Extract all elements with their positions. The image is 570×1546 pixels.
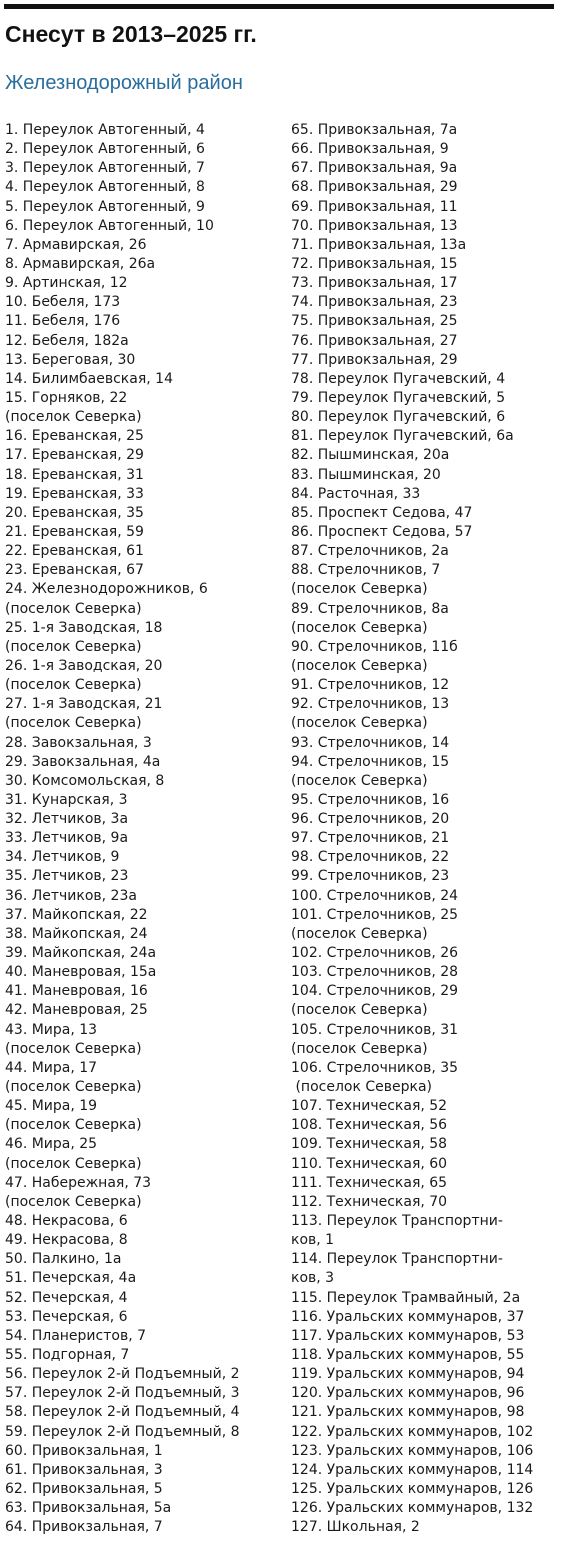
address-list-line: 74. Привокзальная, 23 — [291, 294, 458, 311]
address-list-line: 106. Стрелочников, 35 — [291, 1059, 459, 1076]
address-list-line: 44. Мира, 17 — [5, 1059, 98, 1076]
address-list-line: 86. Проспект Седова, 57 — [291, 523, 473, 540]
address-list-line: 16. Ереванская, 25 — [5, 428, 144, 445]
address-list-line: 65. Привокзальная, 7а — [291, 122, 458, 138]
address-list-line: 39. Майкопская, 24а — [5, 945, 157, 962]
address-list-line: 33. Летчиков, 9а — [5, 830, 129, 847]
address-list-line: 118. Уральских коммунаров, 55 — [291, 1347, 525, 1363]
address-list-line: 54. Планеристов, 7 — [5, 1327, 146, 1344]
address-list-line: 34. Летчиков, 9 — [5, 849, 120, 866]
address-location-note: (поселок Северка) — [5, 1040, 142, 1057]
address-list-line: 80. Переулок Пугачевский, 6 — [291, 409, 506, 426]
address-location-note: (поселок Северка) — [291, 657, 428, 674]
address-list-line: 102. Стрелочников, 26 — [291, 945, 459, 962]
address-list-line: 46. Мира, 25 — [5, 1136, 98, 1153]
address-list-line: 6. Переулок Автогенный, 10 — [5, 217, 214, 234]
address-list-line: 9. Артинская, 12 — [5, 275, 128, 292]
address-list-line: 49. Некрасова, 8 — [5, 1232, 128, 1249]
address-list-line: 89. Стрелочников, 8а — [291, 600, 449, 617]
address-list-line: 110. Техническая, 60 — [291, 1155, 448, 1172]
address-list-line: 115. Переулок Трамвайный, 2а — [291, 1289, 521, 1306]
address-list-line: 17. Ереванская, 29 — [5, 447, 144, 464]
address-list-left-column — [5, 121, 285, 1537]
address-list-line: 68. Привокзальная, 29 — [291, 179, 458, 196]
address-list-line: 70. Привокзальная, 13 — [291, 217, 458, 234]
address-list-line: 76. Привокзальная, 27 — [291, 332, 458, 349]
address-list-line: 126. Уральских коммунаров, 132 — [291, 1500, 534, 1517]
address-list-line: 37. Майкопская, 22 — [5, 906, 148, 923]
address-location-note: (поселок Северка) — [291, 1079, 432, 1096]
address-list-line: 29. Завокзальная, 4а — [5, 753, 161, 770]
address-list-line: 85. Проспект Седова, 47 — [291, 504, 473, 521]
address-list-line: 111. Техническая, 65 — [291, 1174, 448, 1191]
address-list-line: 26. 1-я Заводская, 20 — [5, 657, 163, 674]
address-list-line: 53. Печерская, 6 — [5, 1308, 128, 1325]
address-location-note: (поселок Северка) — [291, 1040, 428, 1057]
address-list-line: 1. Переулок Автогенный, 4 — [5, 122, 205, 138]
address-list-line: 14. Билимбаевская, 14 — [5, 370, 173, 387]
address-list-line: 72. Привокзальная, 15 — [291, 255, 458, 272]
address-list-line: 21. Ереванская, 59 — [5, 523, 144, 540]
address-list-line: 66. Привокзальная, 9 — [291, 141, 449, 158]
address-list-line: 27. 1-я Заводская, 21 — [5, 696, 163, 713]
address-list-line: 20. Ереванская, 35 — [5, 504, 144, 521]
address-list-line: 61. Привокзальная, 3 — [5, 1461, 163, 1478]
address-list-line: 87. Стрелочников, 2а — [291, 543, 449, 560]
address-list-line: 113. Переулок Транспортни- — [291, 1213, 503, 1230]
address-location-note: (поселок Северка) — [5, 409, 142, 426]
address-list-line: 81. Переулок Пугачевский, 6а — [291, 428, 514, 445]
address-list-line: 69. Привокзальная, 11 — [291, 198, 458, 215]
address-list-line: 100. Стрелочников, 24 — [291, 887, 459, 904]
address-list-line: 96. Стрелочников, 20 — [291, 811, 450, 828]
address-list-line: 122. Уральских коммунаров, 102 — [291, 1423, 534, 1440]
address-list-line: 3. Переулок Автогенный, 7 — [5, 160, 205, 177]
address-location-note: (поселок Северка) — [291, 715, 428, 732]
address-list-line: 121. Уральских коммунаров, 98 — [291, 1404, 525, 1421]
address-list-line: 57. Переулок 2-й Подъемный, 3 — [5, 1385, 240, 1402]
address-list-line: 90. Стрелочников, 11б — [291, 638, 458, 655]
address-list-line: 94. Стрелочников, 15 — [291, 753, 450, 770]
address-location-note: (поселок Северка) — [5, 600, 142, 617]
address-list-line: 22. Ереванская, 61 — [5, 543, 144, 560]
address-location-note: (поселок Северка) — [5, 638, 142, 655]
address-list-line: 41. Маневровая, 16 — [5, 983, 148, 1000]
address-list-line: 48. Некрасова, 6 — [5, 1213, 128, 1230]
address-list-line: 73. Привокзальная, 17 — [291, 275, 458, 292]
address-list-line: 88. Стрелочников, 7 — [291, 562, 441, 579]
address-list-line: 42. Маневровая, 25 — [5, 1002, 148, 1019]
address-list-line: 95. Стрелочников, 16 — [291, 791, 450, 808]
address-list-line: 45. Мира, 19 — [5, 1098, 98, 1115]
address-list-line: 123. Уральских коммунаров, 106 — [291, 1442, 534, 1459]
address-list-line: 62. Привокзальная, 5 — [5, 1480, 163, 1497]
address-list-line: 58. Переулок 2-й Подъемный, 4 — [5, 1404, 240, 1421]
address-list-line: 98. Стрелочников, 22 — [291, 849, 450, 866]
address-list-line: 108. Техническая, 56 — [291, 1117, 448, 1134]
address-list-line: 23. Ереванская, 67 — [5, 562, 144, 579]
address-list-line: 120. Уральских коммунаров, 96 — [291, 1385, 525, 1402]
address-list-line: 105. Стрелочников, 31 — [291, 1021, 459, 1038]
address-list-line: 19. Ереванская, 33 — [5, 485, 144, 502]
address-list-line: 13. Береговая, 30 — [5, 351, 136, 368]
address-list-line: 117. Уральских коммунаров, 53 — [291, 1327, 525, 1344]
address-list-line: 101. Стрелочников, 25 — [291, 906, 459, 923]
address-list-line: 78. Переулок Пугачевский, 4 — [291, 370, 506, 387]
address-list-line: 50. Палкино, 1а — [5, 1251, 122, 1268]
address-list-line: 79. Переулок Пугачевский, 5 — [291, 389, 506, 406]
address-list-line: 64. Привокзальная, 7 — [5, 1519, 163, 1536]
address-list-line: 38. Майкопская, 24 — [5, 925, 148, 942]
address-list-line: 127. Школьная, 2 — [291, 1519, 420, 1536]
address-list-line: 2. Переулок Автогенный, 6 — [5, 141, 205, 158]
address-list-line: 12. Бебеля, 182а — [5, 332, 129, 349]
address-list-line: 8. Армавирская, 26а — [5, 255, 156, 272]
address-list-line: 77. Привокзальная, 29 — [291, 351, 458, 368]
address-list-line: 43. Мира, 13 — [5, 1021, 98, 1038]
address-list-line: 25. 1-я Заводская, 18 — [5, 619, 163, 636]
address-list-line: ков, 1 — [291, 1232, 335, 1249]
address-list-line: 112. Техническая, 70 — [291, 1193, 448, 1210]
address-list-line: 82. Пышминская, 20а — [291, 447, 450, 464]
address-location-note: (поселок Северка) — [291, 1002, 428, 1019]
address-list-line: 93. Стрелочников, 14 — [291, 734, 450, 751]
address-list-line: 24. Железнодорожников, 6 — [5, 581, 208, 598]
address-list-line: 124. Уральских коммунаров, 114 — [291, 1461, 534, 1478]
address-location-note: (поселок Северка) — [5, 1193, 142, 1210]
address-location-note: (поселок Северка) — [291, 925, 428, 942]
address-list-line: 32. Летчиков, 3а — [5, 811, 129, 828]
address-location-note: (поселок Северка) — [5, 1079, 142, 1096]
address-location-note: (поселок Северка) — [5, 715, 142, 732]
address-list-line: 67. Привокзальная, 9а — [291, 160, 458, 177]
address-list-line: 119. Уральских коммунаров, 94 — [291, 1366, 525, 1383]
address-list-line: 40. Маневровая, 15а — [5, 964, 157, 981]
address-list-line: 91. Стрелочников, 12 — [291, 677, 450, 694]
address-list-line: 84. Расточная, 33 — [291, 485, 421, 502]
address-list-line: 4. Переулок Автогенный, 8 — [5, 179, 205, 196]
address-location-note: (поселок Северка) — [291, 772, 428, 789]
address-list-line: 35. Летчиков, 23 — [5, 868, 129, 885]
address-location-note: (поселок Северка) — [5, 1117, 142, 1134]
address-list-line: 10. Бебеля, 173 — [5, 294, 121, 311]
address-list-line: 5. Переулок Автогенный, 9 — [5, 198, 205, 215]
address-list-line: 92. Стрелочников, 13 — [291, 696, 450, 713]
address-list-line: 125. Уральских коммунаров, 126 — [291, 1480, 534, 1497]
address-list-line: 99. Стрелочников, 23 — [291, 868, 450, 885]
address-list-line: 83. Пышминская, 20 — [291, 466, 441, 483]
address-list-line: 55. Подгорная, 7 — [5, 1347, 130, 1363]
address-list-line: 47. Набережная, 73 — [5, 1174, 152, 1191]
address-list-right-column — [291, 121, 566, 1537]
address-list-line: 7. Армавирская, 26 — [5, 236, 147, 253]
address-list-line: 56. Переулок 2-й Подъемный, 2 — [5, 1366, 240, 1383]
address-list-line: 97. Стрелочников, 21 — [291, 830, 450, 847]
address-list-line: 103. Стрелочников, 28 — [291, 964, 459, 981]
address-list-line: 18. Ереванская, 31 — [5, 466, 144, 483]
top-divider-rule — [4, 4, 554, 9]
address-list-line: 52. Печерская, 4 — [5, 1289, 128, 1306]
address-list-line: 30. Комсомольская, 8 — [5, 772, 165, 789]
page-title: Снесут в 2013–2025 гг. — [5, 21, 257, 47]
address-location-note: (поселок Северка) — [291, 581, 428, 598]
address-list-line: 114. Переулок Транспортни- — [291, 1251, 503, 1268]
address-location-note: (поселок Северка) — [291, 619, 428, 636]
address-list-line: 107. Техническая, 52 — [291, 1098, 448, 1115]
address-list-line: 28. Завокзальная, 3 — [5, 734, 152, 751]
address-location-note: (поселок Северка) — [5, 677, 142, 694]
address-list-line: 11. Бебеля, 176 — [5, 313, 121, 330]
address-list-line: 71. Привокзальная, 13а — [291, 236, 467, 253]
address-list-line: 31. Кунарская, 3 — [5, 791, 128, 808]
address-list-line: 36. Летчиков, 23а — [5, 887, 137, 904]
district-subtitle: Железнодорожный район — [5, 72, 243, 94]
address-list-line: 116. Уральских коммунаров, 37 — [291, 1308, 525, 1325]
address-list-line: 60. Привокзальная, 1 — [5, 1442, 163, 1459]
address-list-line: 109. Техническая, 58 — [291, 1136, 448, 1153]
address-list-line: 59. Переулок 2-й Подъемный, 8 — [5, 1423, 240, 1440]
address-list-line: 63. Привокзальная, 5а — [5, 1500, 172, 1517]
address-location-note: (поселок Северка) — [5, 1155, 142, 1172]
address-list-line: 104. Стрелочников, 29 — [291, 983, 459, 1000]
address-list-line: ков, 3 — [291, 1270, 335, 1287]
address-list-line: 75. Привокзальная, 25 — [291, 313, 458, 330]
address-list-line: 15. Горняков, 22 — [5, 389, 128, 406]
address-list-line: 51. Печерская, 4а — [5, 1270, 137, 1287]
